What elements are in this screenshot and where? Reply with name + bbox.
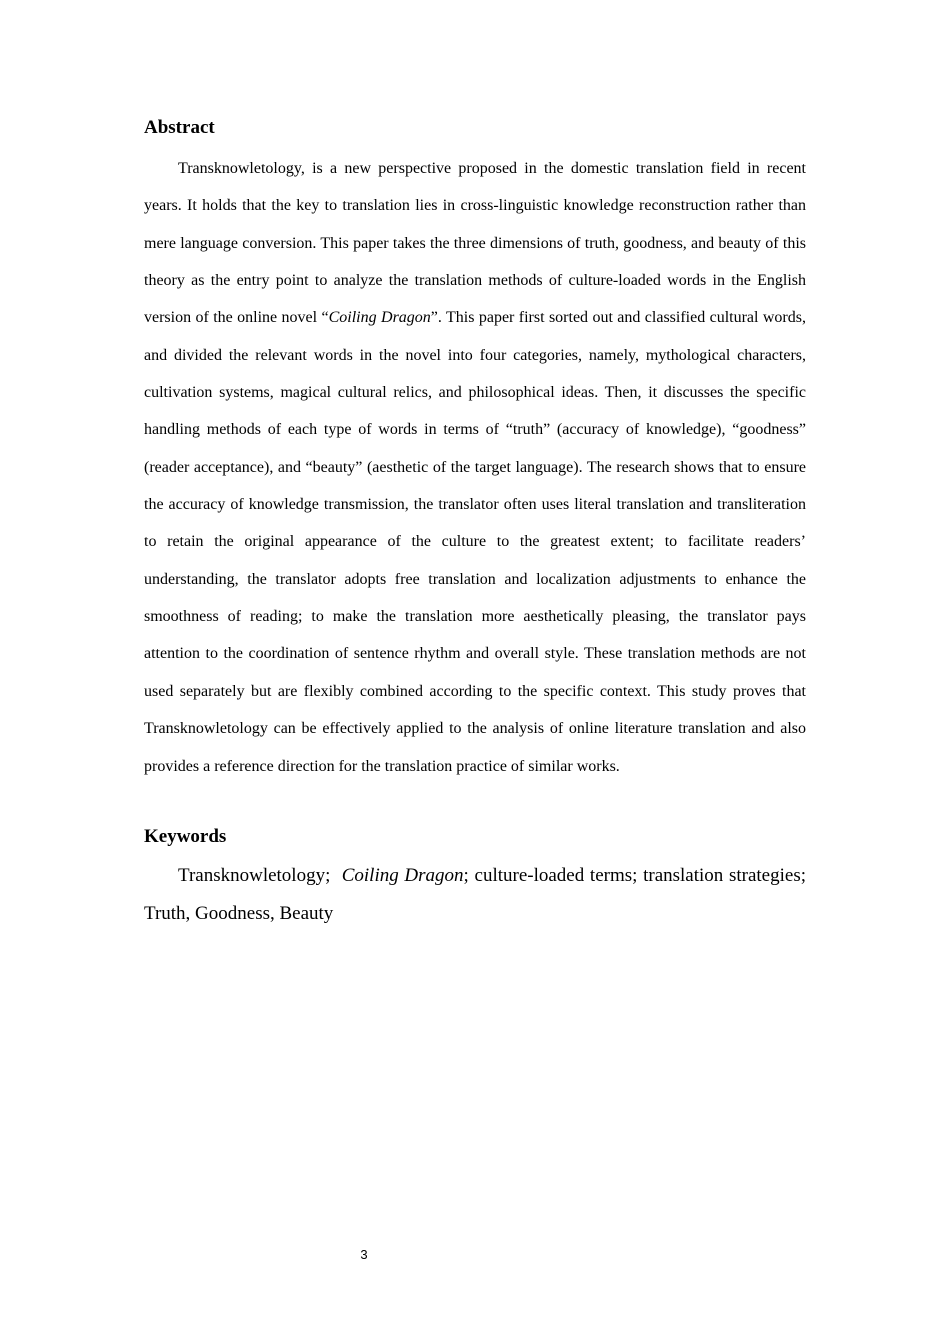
- abstract-paragraph: [144, 150, 806, 785]
- abstract-text-part2: ”. This paper first sorted out and classified cultural words, and divided the relevant words in the novel into four categories, namely, mythological characters, cultivation systems, magical cultural relics, and philosophical ideas. Then, it discusses the specific handling methods of each type of words in terms of “truth” (accuracy of knowledge), “goodness” (reader acceptance), and “beauty” (aesthetic of the target language). The research shows that to ensure the accuracy of knowledge transmission, the translator often uses literal translation and transliteration to retain the original appearance of the culture to the greatest extent; to facilitate readers’ understanding, the translator adopts free translation and localization adjustments to enhance the smoothness of reading; to make the translation more aesthetically pleasing, the translator pays attention to the coordination of sentence rhythm and overall style. These translation methods are not used separately but are flexibly combined according to the specific context. This study proves that Transknowletology can be effectively applied to the analysis of online literature translation and also provides a reference direction for the translation practice of similar works.: [144, 309, 806, 775]
- page-number: 3: [360, 1247, 368, 1262]
- keywords-text-part2: ; culture-loaded terms; translation strategies; Truth, Goodness, Beauty: [144, 864, 806, 924]
- page-content: [144, 116, 806, 933]
- abstract-novel-title: Coiling Dragon: [328, 309, 431, 327]
- abstract-text-part1: Transknowletology, is a new perspective proposed in the domestic translation field in recent years. It holds that the key to translation lies in cross-linguistic knowledge reconstruction rather than mere language conversion. This paper takes the three dimensions of truth, goodness, and beauty of this theory as the entry point to analyze the translation methods of culture-loaded words in the English version of the online novel “: [144, 160, 806, 327]
- keywords-heading: Keywords: [144, 825, 227, 847]
- keywords-text-part1: Transknowletology;: [178, 864, 342, 886]
- abstract-heading: Abstract: [144, 117, 215, 138]
- keywords-paragraph: [144, 857, 806, 933]
- keywords-novel-title: Coiling Dragon: [341, 864, 464, 886]
